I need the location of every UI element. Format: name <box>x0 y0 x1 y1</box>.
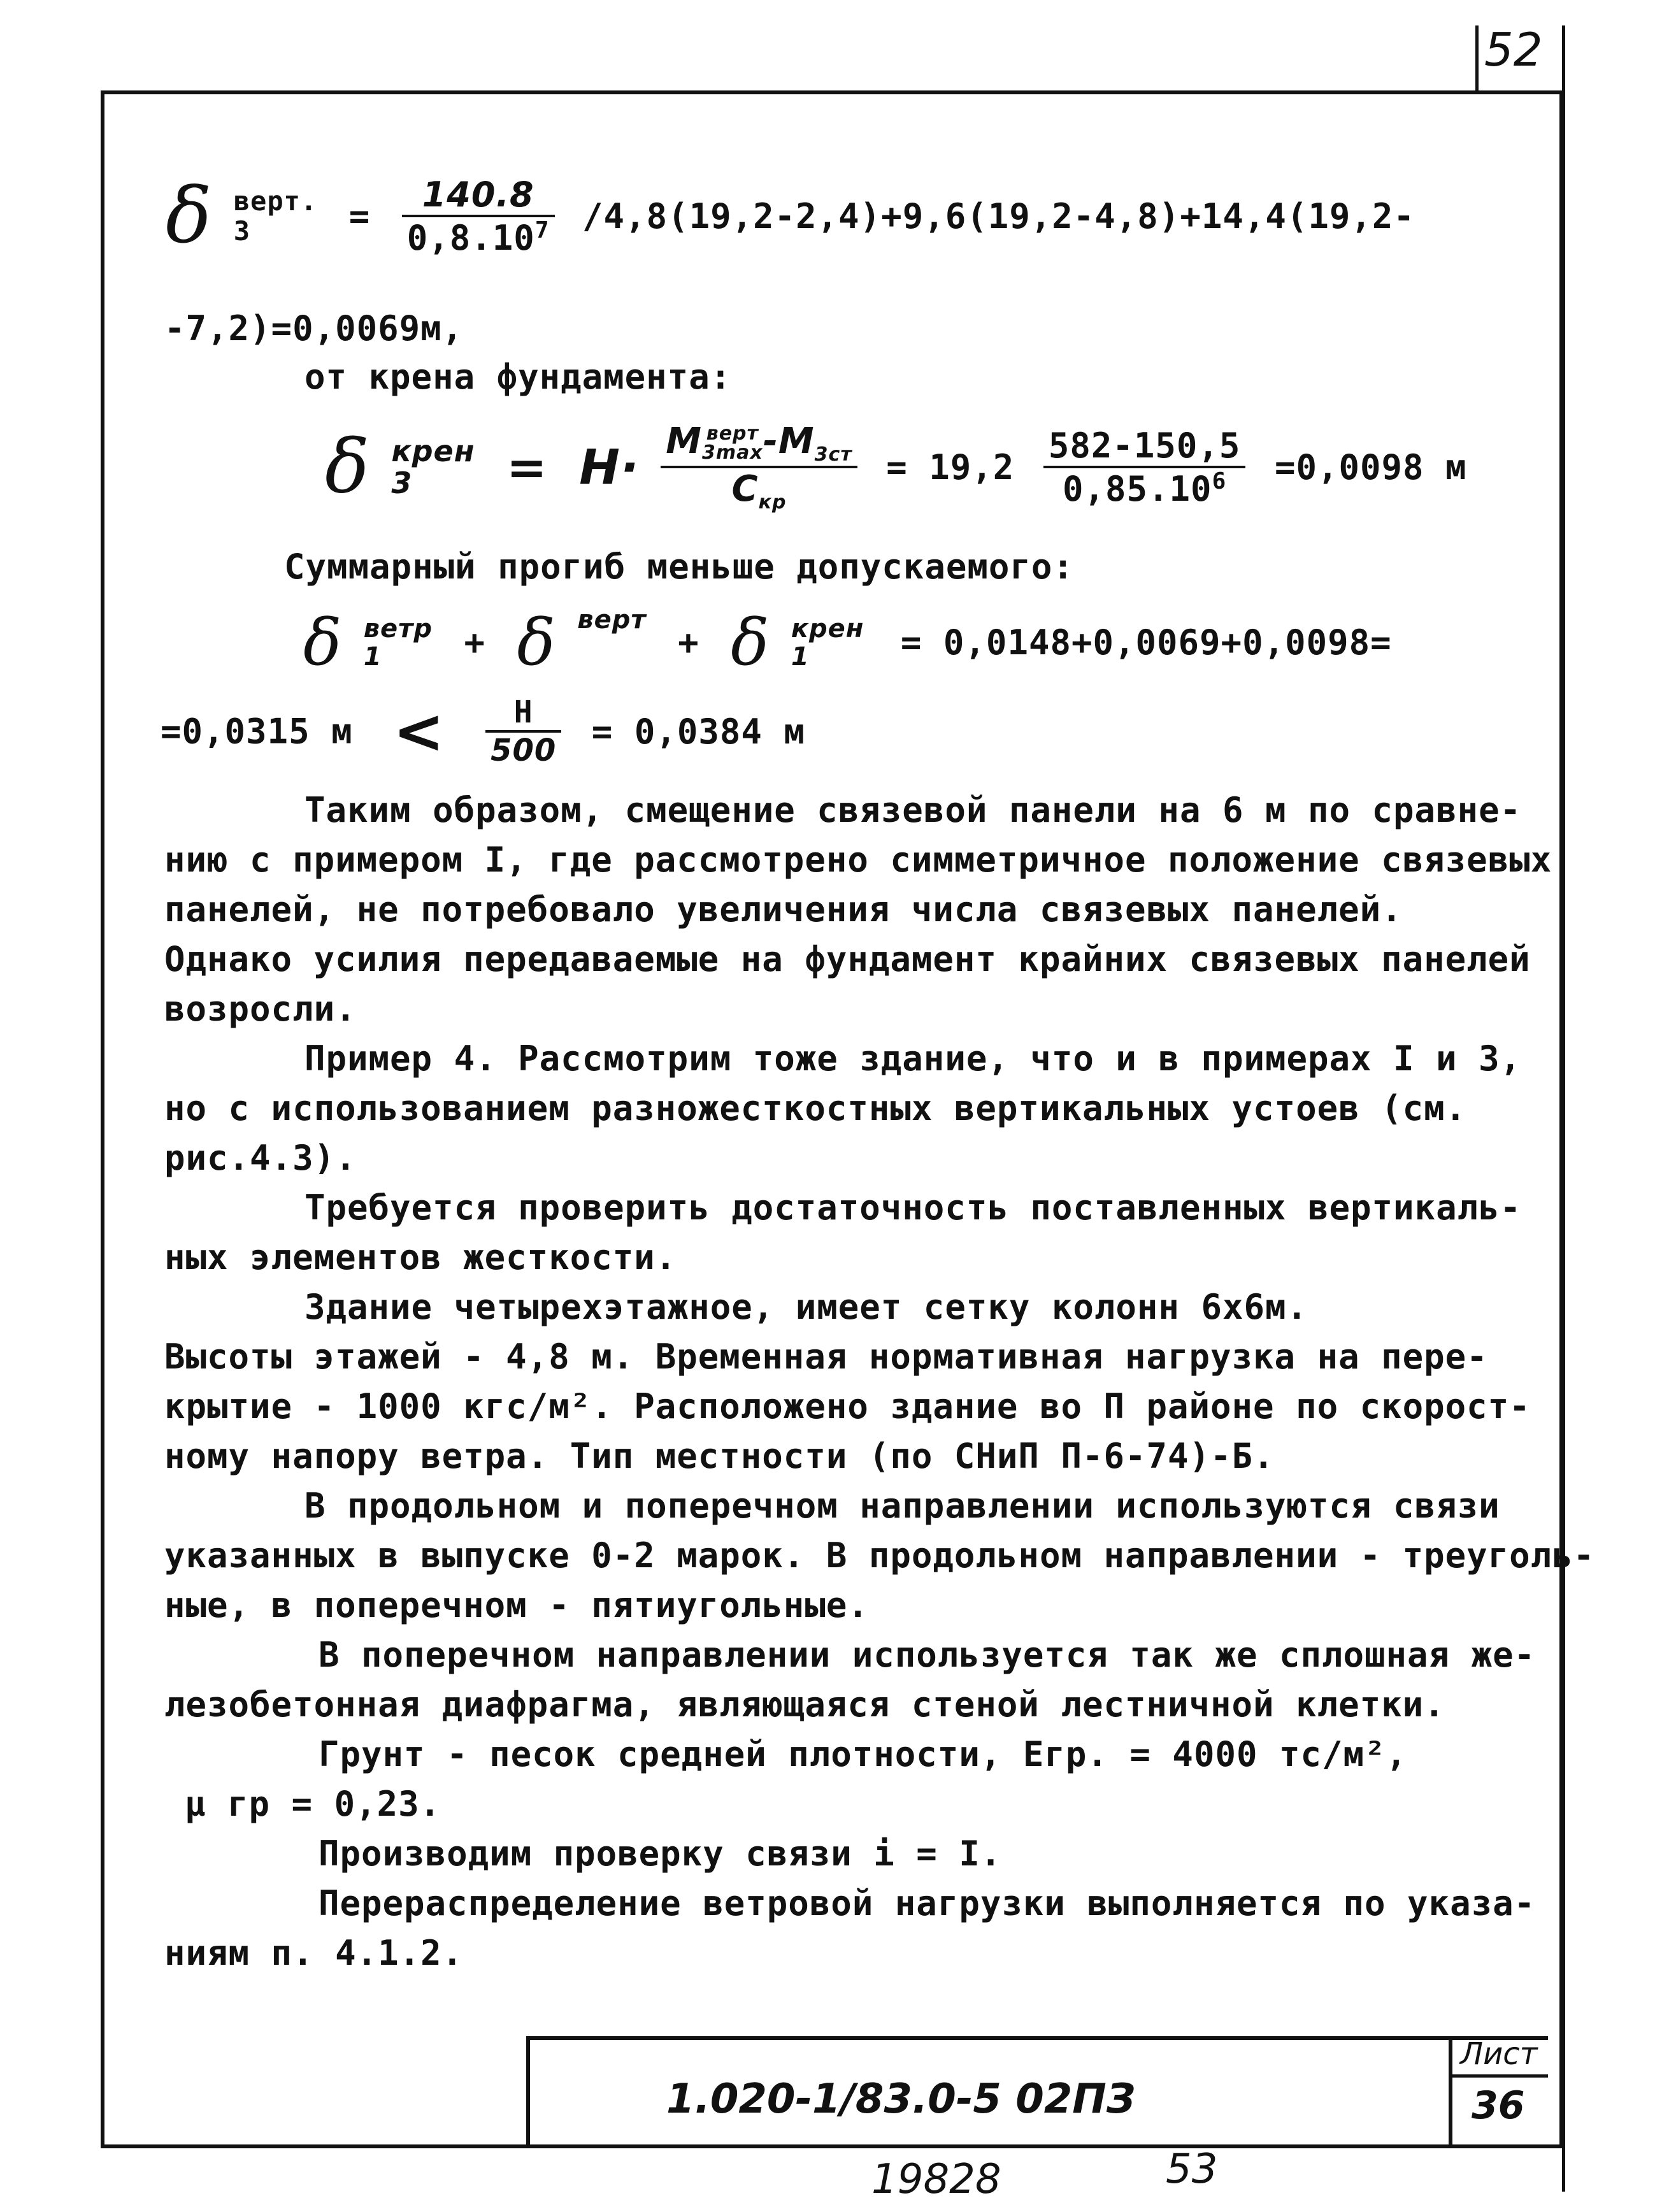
text-line: μ гр = 0,23. <box>185 1784 441 1824</box>
summary-label: Суммарный прогиб меньше допускаемого: <box>284 547 1074 587</box>
text-line: В поперечном направлении используется так же сплошная же- <box>319 1635 1536 1675</box>
formula-2-num-sub: 3max <box>701 441 763 464</box>
formula-2-eq2: = 19,2 <box>886 447 1015 487</box>
page-number-bottom: 53 <box>1166 2146 1218 2193</box>
text-line: Высоты этажей - 4,8 м. Временная нормативная нагрузка на пере- <box>164 1337 1488 1377</box>
formula-4-num: H <box>485 694 561 733</box>
less-than-sign: < <box>393 696 445 767</box>
formula-1-continuation: -7,2)=0,0069м, <box>164 308 464 348</box>
delta-symbol: δ <box>517 605 556 680</box>
page-right-border <box>1562 25 1565 2192</box>
formula-1 <box>166 172 1415 261</box>
formula-2-sup: крен <box>391 433 475 468</box>
sheet-label: Лист <box>1460 2036 1538 2072</box>
formula-2-den2-exp: 6 <box>1212 468 1227 494</box>
text-line: В продольном и поперечном направлении используются связи <box>304 1486 1500 1526</box>
formula-2 <box>325 420 1467 514</box>
formula-4-fraction <box>485 694 561 768</box>
text-line: Однако усилия передаваемые на фундамент крайних связевых панелей <box>164 939 1531 979</box>
formula-1-sup: верт. <box>233 185 318 217</box>
formula-2-num-sup: верт <box>706 422 759 445</box>
formula-2-result: =0,0098 м <box>1274 447 1467 487</box>
formula-4 <box>161 694 805 768</box>
formula-4-den: 500 <box>491 733 557 768</box>
formula-4-left: =0,0315 м <box>161 711 353 752</box>
text-line: Здание четырехэтажное, имеет сетку колонн 6х6м. <box>304 1287 1308 1327</box>
formula-3-result: = 0,0148+0,0069+0,0098= <box>900 622 1392 663</box>
delta-symbol: δ <box>303 605 343 680</box>
formula-3-s2-sup: верт <box>577 605 647 635</box>
delta-symbol: δ <box>325 424 370 510</box>
formula-4-result: = 0,0384 м <box>591 711 805 752</box>
formula-2-sub: 3 <box>391 466 413 501</box>
formula-1-eq: = <box>348 196 371 236</box>
formula-2-num-m: M <box>666 420 702 462</box>
text-line: ные, в поперечном - пятиугольные. <box>164 1585 869 1625</box>
text-line: панелей, не потребовало увеличения числа связевых панелей. <box>164 889 1403 930</box>
document-code: 1.020-1/83.0-5 02ПЗ <box>666 2076 1136 2123</box>
text-line: Производим проверку связи i = I. <box>319 1834 1002 1874</box>
formula-3-s3-sub: 1 <box>791 642 810 672</box>
formula-3-s1-sup: ветр <box>363 614 433 643</box>
formula-2-num2: 582-150,5 <box>1043 426 1246 468</box>
inventory-number: 19828 <box>871 2156 1001 2203</box>
text-line: лезобетонная диафрагма, являющаяся стеной лестничной клетки. <box>164 1684 1445 1725</box>
formula-1-fraction <box>402 175 555 258</box>
text-line: Требуется проверить достаточность поставленных вертикаль- <box>304 1188 1522 1228</box>
sheet-cell-divider <box>1449 2074 1548 2078</box>
page-number-top: 52 <box>1484 23 1543 76</box>
formula-3-plus-2: + <box>678 622 699 663</box>
formula-2-num-rest: -M <box>763 420 815 462</box>
formula-1-num: 140.8 <box>402 175 555 217</box>
text-line: ниям п. 4.1.2. <box>164 1933 464 1973</box>
formula-3-s3-sup: крен <box>791 614 864 643</box>
formula-2-num-rest-sub: 3ст <box>814 443 852 466</box>
text-line: рис.4.3). <box>164 1138 357 1178</box>
formula-2-eq: = <box>506 438 548 496</box>
text-line: Перераспределение ветровой нагрузки выполняется по указа- <box>319 1883 1536 1923</box>
text-line: крытие - 1000 кгс/м². Расположено здание во П районе по скорост- <box>164 1386 1531 1426</box>
text-line: указанных в выпуске 0-2 марок. В продольном направлении - треуголь- <box>164 1535 1595 1576</box>
text-line: ному напору ветра. Тип местности (по СНиП П-6-74)-Б. <box>164 1436 1275 1476</box>
text-line: но с использованием разножесткостных вертикальных устоев (см. <box>164 1088 1467 1128</box>
text-line: возросли. <box>164 989 357 1029</box>
text-line: нию с примером I, где рассмотрено симметричное положение связевых <box>164 840 1552 880</box>
formula-2-den2: 0,85.10 <box>1062 468 1212 509</box>
sheet-number: 36 <box>1472 2083 1525 2128</box>
text-line: Грунт - песок средней плотности, Егр. = 4000 тс/м², <box>319 1734 1408 1774</box>
formula-2-den-sub: кр <box>758 491 787 514</box>
text-line: Пример 4. Рассмотрим тоже здание, что и в примерах I и 3, <box>304 1038 1522 1079</box>
delta-symbol: δ <box>166 172 213 261</box>
formula-1-den-exp: 7 <box>534 217 550 243</box>
formula-1-rest: /4,8(19,2-2,4)+9,6(19,2-4,8)+14,4(19,2- <box>582 196 1415 236</box>
formula-2-fraction-2 <box>1043 426 1246 509</box>
text-line: ных элементов жесткости. <box>164 1237 677 1277</box>
delta-symbol: δ <box>731 605 770 680</box>
formula-2-h: H· <box>579 438 640 496</box>
formula-2-fraction <box>661 420 857 514</box>
formula-3-s1-sub: 1 <box>363 642 382 672</box>
formula-1-den: 0,8.10 <box>406 218 535 258</box>
formula-3 <box>303 605 1392 680</box>
crena-label: от крена фундамента: <box>304 357 732 397</box>
text-line: Таким образом, смещение связевой панели на 6 м по сравне- <box>304 790 1522 830</box>
formula-2-den: C <box>731 468 759 510</box>
formula-3-plus-1: + <box>464 622 486 663</box>
formula-1-sub: 3 <box>233 215 251 247</box>
page-tab-divider <box>1475 25 1479 92</box>
